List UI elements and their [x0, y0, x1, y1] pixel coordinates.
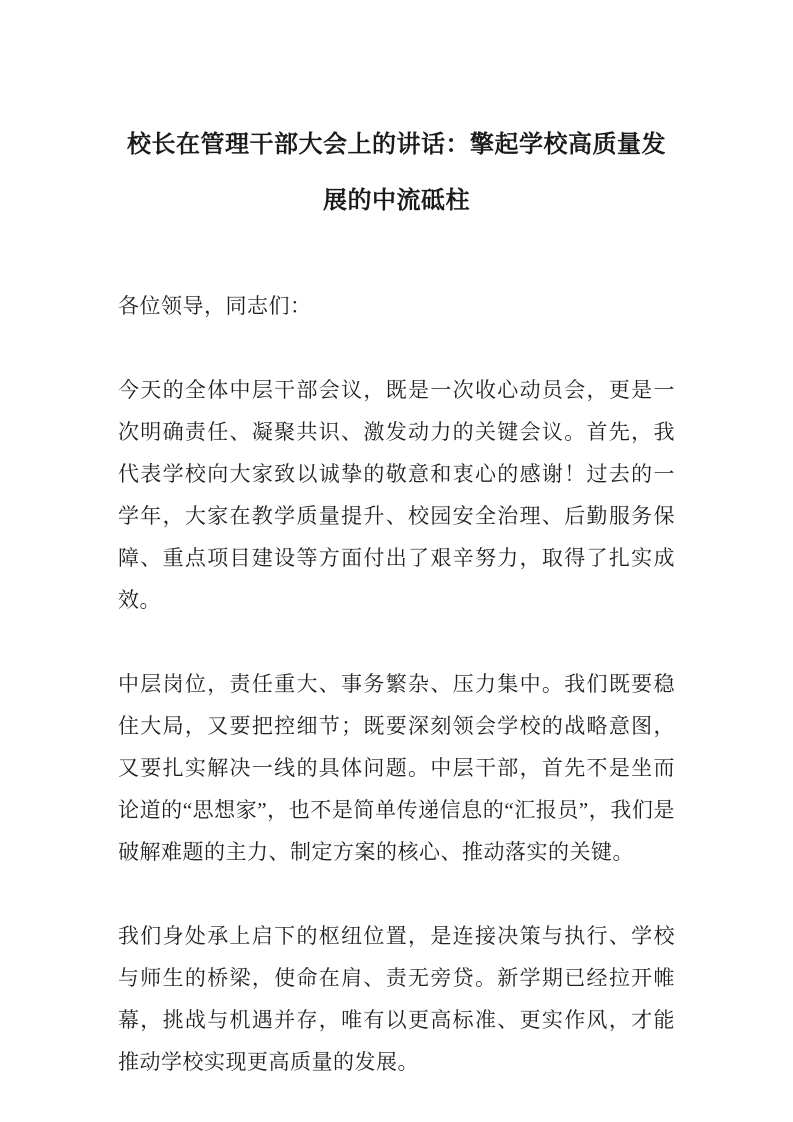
document-title: 校长在管理干部大会上的讲话：擎起学校高质量发展的中流砥柱	[127, 132, 666, 214]
paragraph-2: 中层岗位，责任重大、事务繁杂、压力集中。我们既要稳住大局，又要把控细节；既要深刻领会学校的战略意图，又要扎实解决一线的具体问题。中层干部，首先不是坐而论道的“思想家”，也不是简单传递信息的“汇报员”，我们是破解难题的主力、制定方案的核心、推动落实的关键。	[118, 672, 675, 864]
paragraph-1: 今天的全体中层干部会议，既是一次收心动员会，更是一次明确责任、凝聚共识、激发动力的关键会议。首先，我代表学校向大家致以诚挚的敬意和衷心的感谢！过去的一学年，大家在教学质量提升、校园安全治理、后勤服务保障、重点项目建设等方面付出了艰辛努力，取得了扎实成效。	[118, 378, 675, 612]
paragraph-3: 我们身处承上启下的枢纽位置，是连接决策与执行、学校与师生的桥梁，使命在肩、责无旁贷。新学期已经拉开帷幕，挑战与机遇并存，唯有以更高标准、更实作风，才能推动学校实现更高质量的发展。	[118, 924, 675, 1074]
greeting-line: 各位领导，同志们：	[118, 294, 312, 318]
